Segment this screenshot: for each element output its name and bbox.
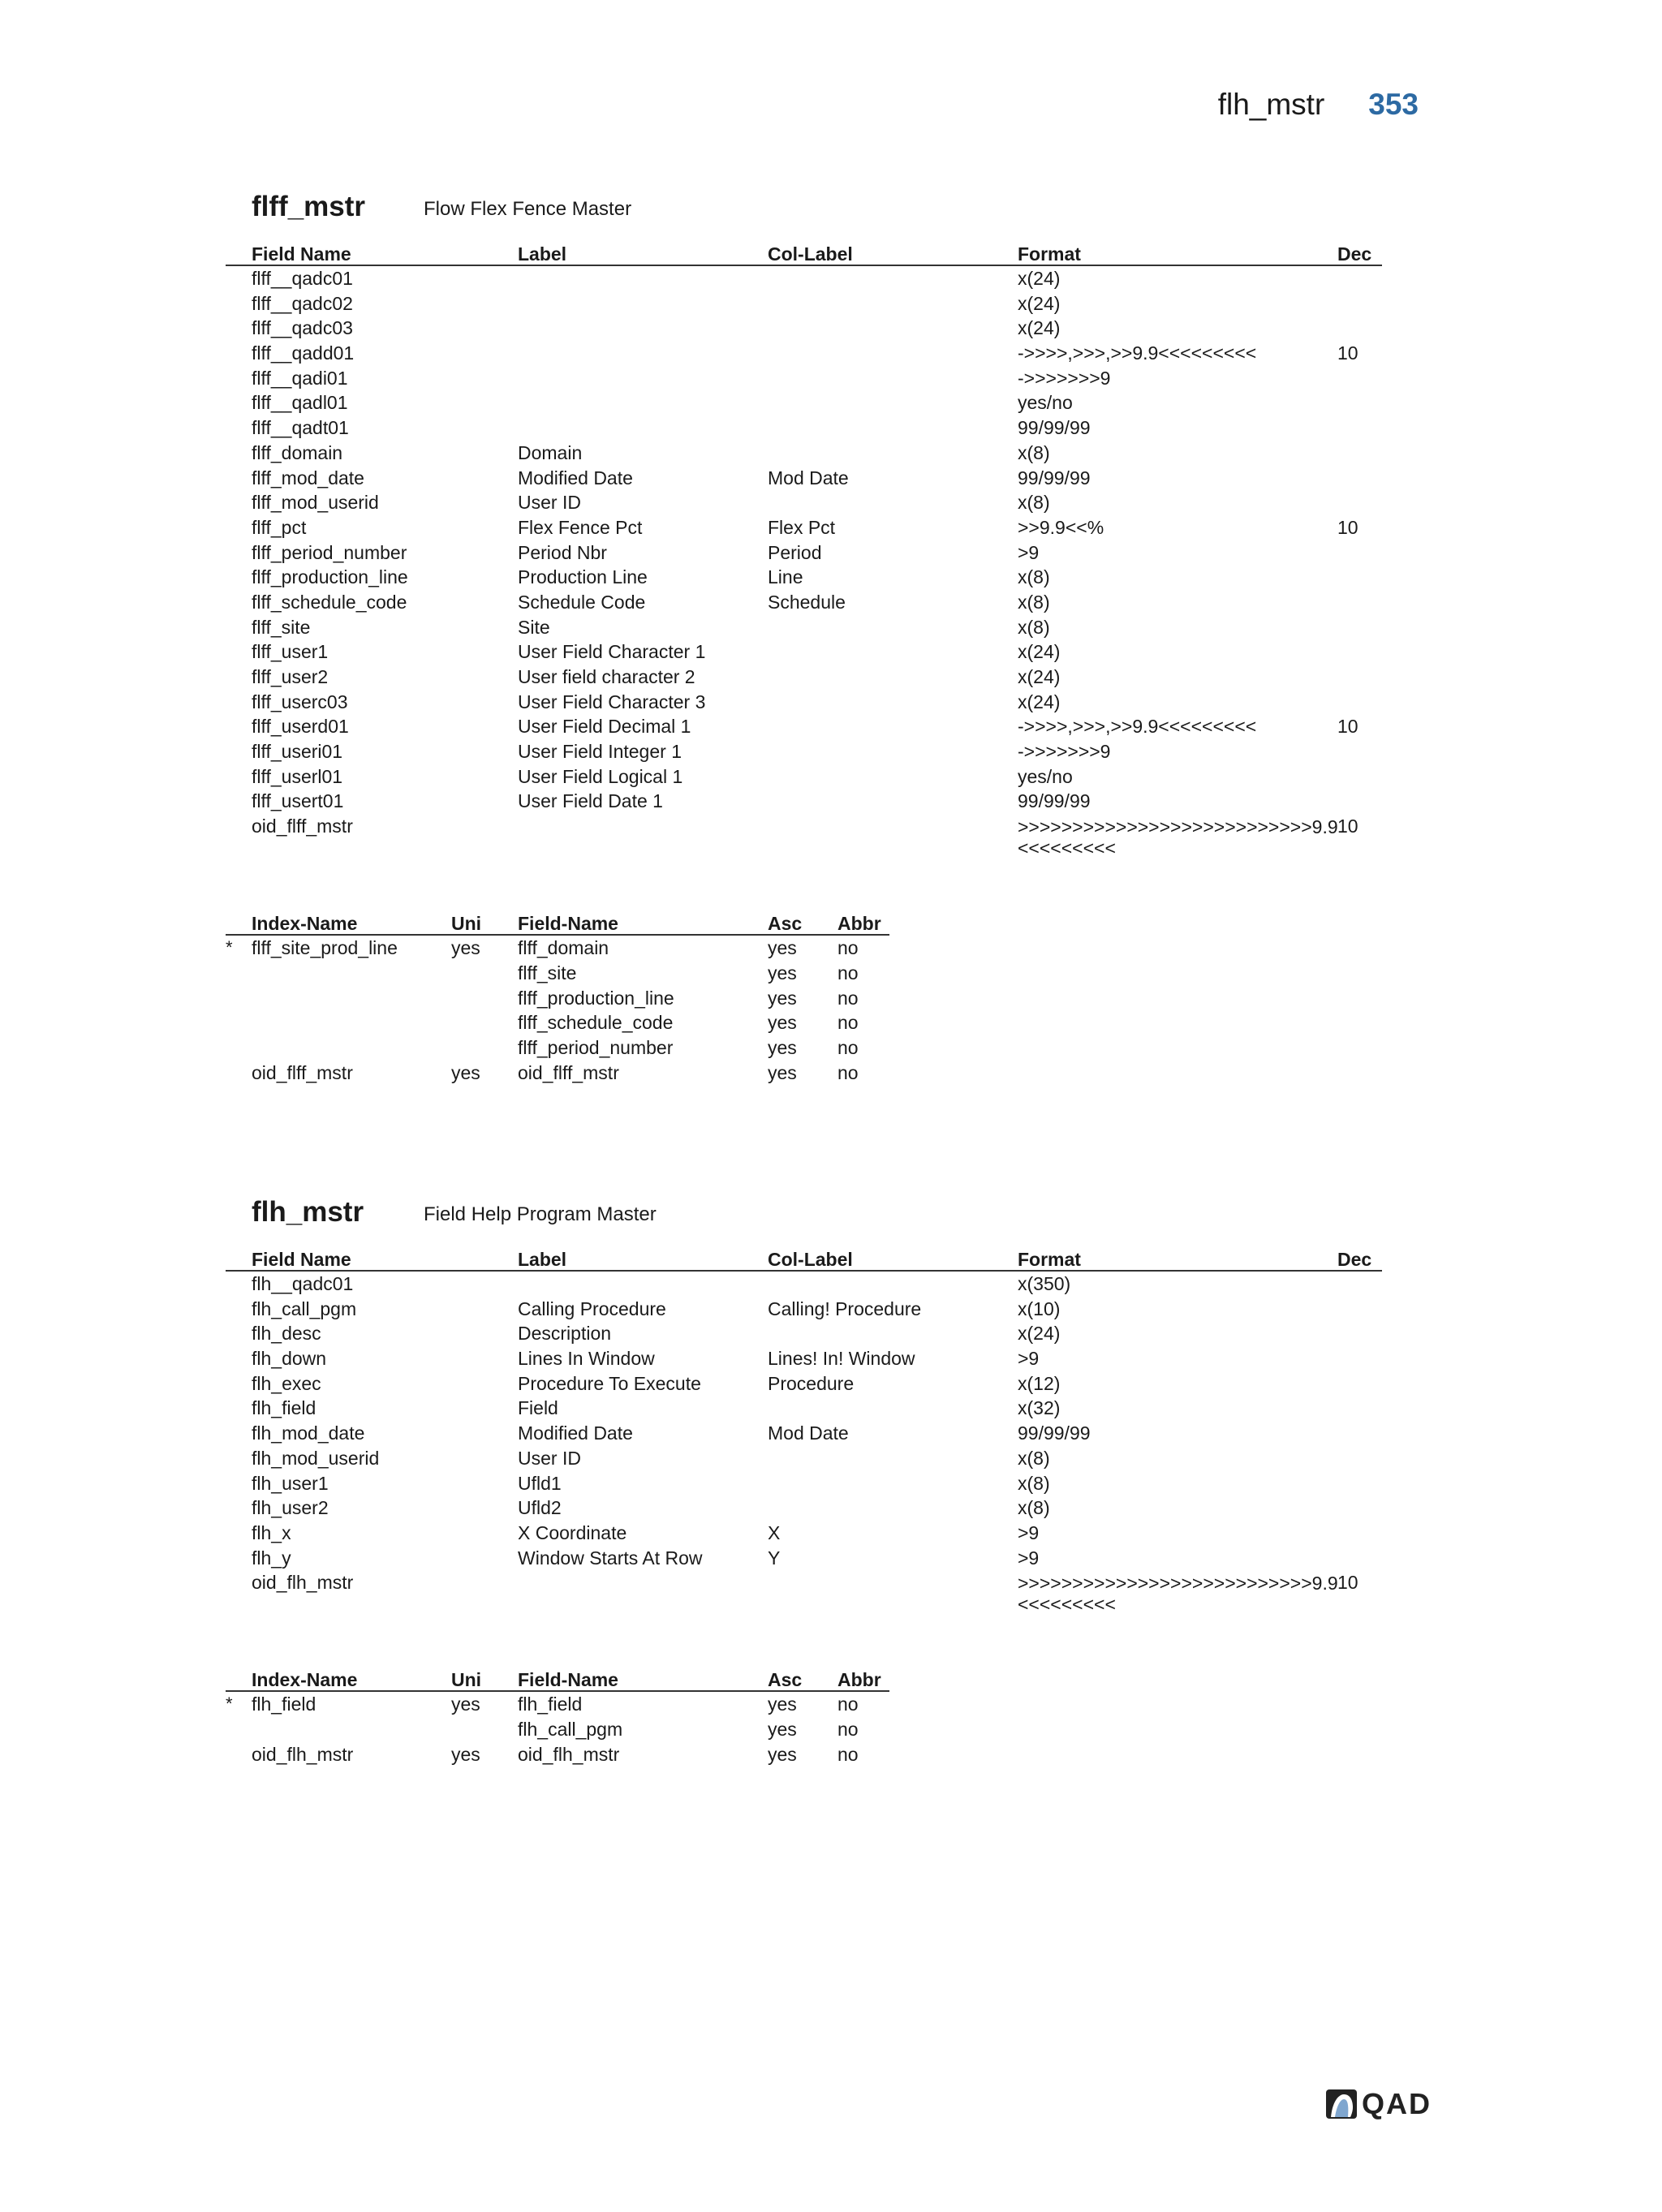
abbr-cell: no: [837, 937, 859, 959]
table-row: [226, 1570, 1382, 1616]
abbr-cell: no: [837, 962, 859, 983]
col-label-cell: Schedule: [768, 591, 846, 613]
label-cell: User Field Logical 1: [518, 765, 683, 787]
field-name-cell: flff_useri01: [252, 741, 343, 763]
field-name-cell: oid_flff_mstr: [252, 816, 353, 837]
col-label-cell: Line: [768, 566, 803, 588]
col-header-field-name: Field Name: [252, 1249, 351, 1270]
primary-index-marker: *: [226, 937, 233, 958]
field-name-cell: flh_exec: [252, 1372, 321, 1394]
format-cell: x(32): [1018, 1397, 1061, 1419]
field-name-cell: flff_pct: [252, 516, 307, 538]
format-cell: x(8): [1018, 1472, 1050, 1494]
col-header-uni: Uni: [451, 1669, 482, 1691]
format-cell: yes/no: [1018, 392, 1073, 414]
table-row: [226, 764, 1382, 790]
format-cell: yes/no: [1018, 765, 1073, 787]
table-name: flh_mstr: [252, 1196, 364, 1228]
field-name-cell: flh_y: [252, 1547, 291, 1569]
index-row: [226, 1010, 889, 1035]
format-cell: x(24): [1018, 666, 1061, 687]
field-name-cell: flff_mod_date: [252, 467, 364, 488]
asc-cell: yes: [768, 1718, 797, 1740]
primary-index-marker: *: [226, 1693, 233, 1715]
table-row: [226, 540, 1382, 566]
col-header-abbr: Abbr: [837, 1669, 881, 1691]
index-field-cell: flff_schedule_code: [518, 1012, 674, 1034]
dec-cell: 10: [1337, 816, 1358, 837]
label-cell: User Field Date 1: [518, 790, 663, 812]
table-row: [226, 739, 1382, 764]
asc-cell: yes: [768, 1743, 797, 1765]
field-table-header: [226, 1246, 1382, 1272]
index-table: [226, 1667, 889, 1767]
format-cell: x(24): [1018, 292, 1061, 314]
field-name-cell: flff__qadc02: [252, 292, 353, 314]
field-name-cell: oid_flh_mstr: [252, 1572, 354, 1594]
col-header-format: Format: [1018, 243, 1081, 265]
col-label-cell: X: [768, 1521, 781, 1543]
index-table-header: [226, 1667, 889, 1692]
label-cell: User Field Decimal 1: [518, 716, 691, 738]
index-field-cell: flff_production_line: [518, 987, 674, 1009]
col-header-index-name: Index-Name: [252, 913, 358, 935]
field-name-cell: flff__qadc03: [252, 317, 353, 339]
format-cell: x(24): [1018, 691, 1061, 712]
label-cell: Field: [518, 1397, 558, 1419]
table-row: [226, 266, 1382, 291]
table-row: [226, 639, 1382, 665]
field-name-cell: flff_user1: [252, 641, 329, 663]
col-header-field-name: Field Name: [252, 243, 351, 265]
index-name-cell: flff_site_prod_line: [252, 937, 398, 959]
label-cell: Window Starts At Row: [518, 1547, 703, 1569]
label-cell: Ufld1: [518, 1472, 562, 1494]
format-cell: >9: [1018, 1521, 1040, 1543]
col-header-index-field-name: Field-Name: [518, 1669, 618, 1691]
format-cell: >>9.9<<%: [1018, 516, 1104, 538]
dec-cell: 10: [1337, 516, 1358, 538]
dec-cell: 10: [1337, 342, 1358, 364]
col-header-dec: Dec: [1337, 243, 1372, 265]
label-cell: Modified Date: [518, 467, 633, 488]
index-name-cell: oid_flh_mstr: [252, 1743, 354, 1765]
col-label-cell: Period: [768, 541, 822, 563]
format-cell: x(24): [1018, 1323, 1061, 1345]
index-name-cell: flh_field: [252, 1693, 316, 1715]
index-field-cell: oid_flh_mstr: [518, 1743, 620, 1765]
format-cell: x(8): [1018, 1497, 1050, 1519]
table-name: flff_mstr: [252, 191, 366, 222]
format-cell: 99/99/99: [1018, 790, 1091, 812]
col-header-dec: Dec: [1337, 1249, 1372, 1270]
running-title: flh_mstr: [1217, 88, 1325, 121]
format-cell: x(10): [1018, 1298, 1061, 1319]
label-cell: User ID: [518, 492, 581, 514]
index-row: [226, 1692, 889, 1717]
col-label-cell: Flex Pct: [768, 516, 836, 538]
field-name-cell: flh_user2: [252, 1497, 329, 1519]
format-cell: x(12): [1018, 1372, 1061, 1394]
label-cell: User Field Character 3: [518, 691, 706, 712]
table-row: [226, 814, 1382, 859]
field-name-cell: flff_schedule_code: [252, 591, 407, 613]
col-header-label: Label: [518, 243, 567, 265]
index-row: [226, 1035, 889, 1061]
table-row: [226, 615, 1382, 640]
table-row: [226, 1495, 1382, 1521]
field-name-cell: flh_down: [252, 1348, 327, 1370]
field-name-cell: flh_mod_date: [252, 1422, 365, 1444]
qad-logo-mark-icon: [1326, 2089, 1357, 2119]
table-row: [226, 1521, 1382, 1546]
col-header-asc: Asc: [768, 913, 803, 935]
label-cell: Ufld2: [518, 1497, 562, 1519]
format-cell: ->>>>,>>>,>>9.9<<<<<<<<<: [1018, 342, 1257, 364]
index-row: [226, 961, 889, 986]
field-name-cell: flff__qadl01: [252, 392, 348, 414]
format-cell: 99/99/99: [1018, 467, 1091, 488]
index-field-cell: flff_site: [518, 962, 577, 983]
table-row: [226, 1371, 1382, 1396]
asc-cell: yes: [768, 1693, 797, 1715]
format-cell: >9: [1018, 1348, 1040, 1370]
field-name-cell: flh_user1: [252, 1472, 329, 1494]
format-cell: x(8): [1018, 566, 1050, 588]
table-row: [226, 665, 1382, 690]
field-name-cell: flh_field: [252, 1397, 316, 1419]
format-cell: x(8): [1018, 1447, 1050, 1469]
field-name-cell: flff_production_line: [252, 566, 408, 588]
page-number: 353: [1368, 88, 1419, 121]
label-cell: Calling Procedure: [518, 1298, 666, 1319]
table-row: [226, 690, 1382, 715]
label-cell: Procedure To Execute: [518, 1372, 701, 1394]
col-label-cell: Lines! In! Window: [768, 1348, 915, 1370]
col-label-cell: Mod Date: [768, 467, 849, 488]
col-header-asc: Asc: [768, 1669, 803, 1691]
abbr-cell: no: [837, 1693, 859, 1715]
asc-cell: yes: [768, 1012, 797, 1034]
field-name-cell: flff_mod_userid: [252, 492, 379, 514]
col-label-cell: Procedure: [768, 1372, 855, 1394]
col-label-cell: Calling! Procedure: [768, 1298, 922, 1319]
field-name-cell: flh_x: [252, 1521, 291, 1543]
label-cell: Flex Fence Pct: [518, 516, 643, 538]
abbr-cell: no: [837, 1718, 859, 1740]
index-rows: [226, 936, 889, 1085]
table-row: [226, 590, 1382, 615]
asc-cell: yes: [768, 1061, 797, 1083]
asc-cell: yes: [768, 1036, 797, 1058]
field-rows: [226, 266, 1382, 859]
qad-logo-text: QAD: [1362, 2087, 1432, 2120]
index-field-cell: oid_flff_mstr: [518, 1061, 619, 1083]
label-cell: User Field Character 1: [518, 641, 706, 663]
table-row: [226, 1546, 1382, 1571]
dec-cell: 10: [1337, 716, 1358, 738]
index-table-header: [226, 910, 889, 936]
table-title-row: [226, 1196, 1382, 1237]
table-row: [226, 1396, 1382, 1421]
table-section-flff-mstr: [226, 191, 1382, 1085]
table-row: [226, 441, 1382, 466]
col-header-col-label: Col-Label: [768, 1249, 853, 1270]
col-label-cell: Y: [768, 1547, 781, 1569]
table-row: [226, 390, 1382, 415]
field-name-cell: flff__qadc01: [252, 268, 353, 289]
format-cell: x(24): [1018, 641, 1061, 663]
format-cell: >9: [1018, 541, 1040, 563]
table-row: [226, 714, 1382, 739]
format-cell: >>>>>>>>>>>>>>>>>>>>>>>>>>>9.9<<<<<<<<<: [1018, 816, 1338, 859]
field-name-cell: flh__qadc01: [252, 1273, 354, 1294]
col-header-abbr: Abbr: [837, 913, 881, 935]
label-cell: Modified Date: [518, 1422, 633, 1444]
label-cell: X Coordinate: [518, 1521, 627, 1543]
table-row: [226, 1297, 1382, 1322]
format-cell: x(350): [1018, 1273, 1071, 1294]
field-name-cell: flff_userc03: [252, 691, 348, 712]
field-name-cell: flff_site: [252, 616, 311, 638]
table-row: [226, 466, 1382, 491]
label-cell: Production Line: [518, 566, 648, 588]
label-cell: User ID: [518, 1447, 581, 1469]
field-name-cell: flh_mod_userid: [252, 1447, 380, 1469]
label-cell: User Field Integer 1: [518, 741, 682, 763]
field-name-cell: flff_user2: [252, 666, 329, 687]
abbr-cell: no: [837, 1036, 859, 1058]
table-row: [226, 415, 1382, 441]
col-header-index-name: Index-Name: [252, 1669, 358, 1691]
page-header: [1218, 88, 1419, 122]
label-cell: Site: [518, 616, 550, 638]
field-name-cell: flff_period_number: [252, 541, 407, 563]
col-header-format: Format: [1018, 1249, 1081, 1270]
field-rows: [226, 1272, 1382, 1616]
index-row: [226, 936, 889, 961]
table-row: [226, 1272, 1382, 1297]
abbr-cell: no: [837, 987, 859, 1009]
table-row: [226, 1471, 1382, 1496]
table-row: [226, 515, 1382, 540]
label-cell: Domain: [518, 441, 583, 463]
label-cell: User field character 2: [518, 666, 695, 687]
abbr-cell: no: [837, 1061, 859, 1083]
dec-cell: 10: [1337, 1572, 1358, 1594]
index-field-cell: flh_field: [518, 1693, 583, 1715]
field-name-cell: flh_desc: [252, 1323, 321, 1345]
format-cell: >>>>>>>>>>>>>>>>>>>>>>>>>>>9.9<<<<<<<<<: [1018, 1573, 1338, 1616]
abbr-cell: no: [837, 1743, 859, 1765]
format-cell: ->>>>>>>9: [1018, 741, 1111, 763]
format-cell: 99/99/99: [1018, 1422, 1091, 1444]
field-name-cell: flff_usert01: [252, 790, 344, 812]
label-cell: Period Nbr: [518, 541, 607, 563]
table-section-flh-mstr: [226, 1196, 1382, 1767]
asc-cell: yes: [768, 987, 797, 1009]
format-cell: >9: [1018, 1547, 1040, 1569]
field-name-cell: flff__qadd01: [252, 342, 355, 364]
table-row: [226, 1346, 1382, 1371]
table-title-row: [226, 191, 1382, 231]
format-cell: 99/99/99: [1018, 417, 1091, 439]
format-cell: x(8): [1018, 616, 1050, 638]
table-row: [226, 366, 1382, 391]
table-row: [226, 1446, 1382, 1471]
format-cell: ->>>>,>>>,>>9.9<<<<<<<<<: [1018, 716, 1257, 738]
table-description: Field Help Program Master: [424, 1203, 657, 1225]
table-row: [226, 316, 1382, 341]
table-description: Flow Flex Fence Master: [424, 198, 632, 220]
field-table-header: [226, 241, 1382, 266]
col-header-label: Label: [518, 1249, 567, 1270]
uni-cell: yes: [451, 1743, 480, 1765]
col-header-col-label: Col-Label: [768, 243, 853, 265]
abbr-cell: no: [837, 1012, 859, 1034]
index-rows: [226, 1692, 889, 1767]
field-name-cell: flh_call_pgm: [252, 1298, 357, 1319]
index-row: [226, 986, 889, 1011]
format-cell: x(8): [1018, 591, 1050, 613]
col-label-cell: Mod Date: [768, 1422, 849, 1444]
table-row: [226, 291, 1382, 316]
label-cell: Schedule Code: [518, 591, 646, 613]
index-field-cell: flh_call_pgm: [518, 1718, 623, 1740]
field-name-cell: flff_userl01: [252, 765, 343, 787]
table-row: [226, 789, 1382, 814]
uni-cell: yes: [451, 937, 480, 959]
field-name-cell: flff__qadt01: [252, 417, 349, 439]
label-cell: Description: [518, 1323, 612, 1345]
label-cell: Lines In Window: [518, 1348, 655, 1370]
table-row: [226, 341, 1382, 366]
index-field-cell: flff_domain: [518, 937, 609, 959]
index-row: [226, 1061, 889, 1086]
uni-cell: yes: [451, 1061, 480, 1083]
format-cell: ->>>>>>>9: [1018, 367, 1111, 389]
format-cell: x(8): [1018, 492, 1050, 514]
index-name-cell: oid_flff_mstr: [252, 1061, 353, 1083]
table-row: [226, 490, 1382, 515]
table-row: [226, 1321, 1382, 1346]
table-row: [226, 565, 1382, 590]
col-header-uni: Uni: [451, 913, 482, 935]
qad-logo: [1326, 2087, 1432, 2121]
table-row: [226, 1421, 1382, 1446]
asc-cell: yes: [768, 937, 797, 959]
format-cell: x(8): [1018, 441, 1050, 463]
field-name-cell: flff_domain: [252, 441, 343, 463]
col-header-index-field-name: Field-Name: [518, 913, 618, 935]
format-cell: x(24): [1018, 268, 1061, 289]
format-cell: x(24): [1018, 317, 1061, 339]
index-row: [226, 1717, 889, 1742]
field-name-cell: flff__qadi01: [252, 367, 348, 389]
index-row: [226, 1742, 889, 1767]
index-field-cell: flff_period_number: [518, 1036, 674, 1058]
asc-cell: yes: [768, 962, 797, 983]
field-name-cell: flff_userd01: [252, 716, 349, 738]
index-table: [226, 910, 889, 1085]
uni-cell: yes: [451, 1693, 480, 1715]
